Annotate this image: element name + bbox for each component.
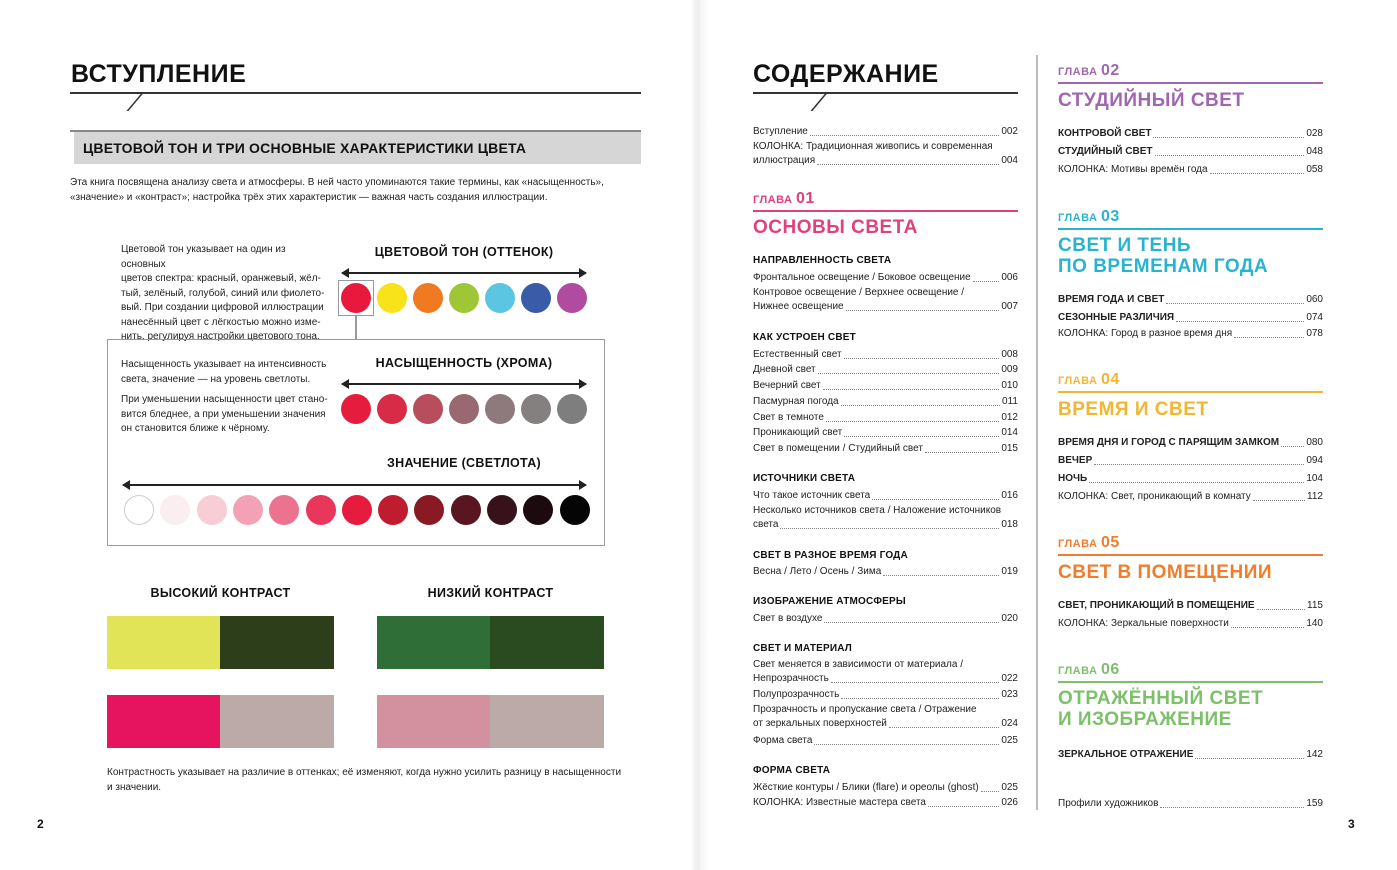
toc-entry-page: 094 [1306,455,1323,466]
toc-section-heading: СВЕТ И МАТЕРИАЛ [753,643,853,654]
text-line: он становится ближе к чёрному. [121,423,270,434]
toc-entry-page: 140 [1306,618,1323,629]
toc-entry[interactable] [753,348,1018,362]
chapter-04-label [1058,371,1120,389]
toc-entry-line1: Прозрачность и пропускание света / Отражение [753,704,977,715]
chapter-word: ГЛАВА [1058,375,1102,387]
toc-entry-title: иллюстрация [753,155,816,166]
toc-section-heading: НАПРАВЛЕННОСТЬ СВЕТА [753,255,892,266]
toc-entry-page: 012 [1001,412,1018,423]
leader-dots [826,421,999,422]
hue-swatch [557,283,587,313]
saturation-swatch [341,394,371,424]
toc-entry-page: 009 [1001,364,1018,375]
toc-entry-page: 058 [1306,164,1323,175]
toc-entry-title: СВЕТ, ПРОНИКАЮЩИЙ В ПОМЕЩЕНИЕ [1058,600,1255,611]
toc-entry-page: 007 [1001,301,1018,312]
low-contrast-swatch-grey [490,695,604,748]
high-contrast-swatch-magenta [107,695,220,748]
toc-entry[interactable] [753,300,1018,314]
toc-entry[interactable] [1058,436,1323,450]
text-line: При уменьшении насыщенности цвет стано- [121,394,328,405]
toc-entry-title: Проникающий свет [753,427,843,438]
chapter-number: 06 [1101,661,1120,678]
toc-section-heading: ФОРМА СВЕТА [753,765,831,776]
toc-entry[interactable] [753,426,1018,440]
toc-section-heading: ИСТОЧНИКИ СВЕТА [753,473,856,484]
toc-entry-page: 023 [1001,689,1018,700]
toc-entry-profiles[interactable] [1058,797,1323,811]
toc-entry-page: 020 [1001,613,1018,624]
chapter-06-title [1058,688,1263,730]
section-header [70,130,641,164]
toc-entry-page: 028 [1306,128,1323,139]
toc-entry-line1: Контровое освещение / Верхнее освещение / [753,287,965,298]
leader-dots [1281,446,1304,447]
toc-entry-title: ВЕЧЕР [1058,455,1093,466]
chapter-title-line: СТУДИЙНЫЙ СВЕТ [1058,90,1245,111]
chapter-number: 01 [796,190,815,207]
saturation-swatch [449,394,479,424]
toc-entry-title: Форма света [753,735,813,746]
toc-entry-page: 015 [1001,443,1018,454]
text-line: вый. При создании цифровой иллюстрации [121,302,324,313]
chapter-03-rule [1058,228,1323,230]
toc-entry[interactable] [1058,490,1323,504]
toc-entry-title: ВРЕМЯ ДНЯ И ГОРОД С ПАРЯЩИМ ЗАМКОМ [1058,437,1280,448]
text-line: Цветовой тон указывает на один из основных [121,244,286,270]
leader-dots [872,499,999,500]
leader-dots [889,727,999,728]
text-line: тый, зелёный, голубой, синий или фиолето- [121,287,325,299]
chapter-02-label [1058,62,1120,80]
text-line: света, значение — на уровень светлоты. [121,373,311,385]
toc-entry[interactable] [753,125,1018,139]
toc-entry-title: КОЛОНКА: Город в разное время дня [1058,328,1233,339]
high-contrast-swatch-light [107,616,220,669]
value-swatch [269,495,299,525]
toc-entry-title: Вечерний свет [753,380,821,391]
toc-entry[interactable] [753,411,1018,425]
high-contrast-swatch-dark [220,616,334,669]
value-swatch [306,495,336,525]
toc-entry-page: 018 [1001,519,1018,530]
toc-entry-title: Фронтальное освещение / Боковое освещение [753,272,971,283]
toc-entry-page: 112 [1307,491,1323,502]
leader-dots [981,791,1000,792]
text-line: нанесённый цвет с лёгкостью можно изме- [121,316,321,328]
value-swatch [197,495,227,525]
leader-dots [823,389,1000,390]
text-line: вится бледнее, а при уменьшении значения [121,408,326,420]
chapter-number: 03 [1101,208,1120,225]
toc-entry[interactable] [753,395,1018,409]
toc-entry-page: 078 [1306,328,1323,339]
toc-entry-title: Дневной свет [753,364,816,375]
intro-line: «значение» и «контраст»; настройка трёх этих характеристик — важная часть создания иллюстрации. [70,191,548,203]
toc-entry-title: КОЛОНКА: Свет, проникающий в комнату [1058,491,1251,502]
toc-entry[interactable] [753,363,1018,377]
toc-entry[interactable] [1058,145,1323,159]
toc-entry-title: КОНТРОВОЙ СВЕТ [1058,128,1152,139]
toc-entry-title: НОЧЬ [1058,473,1088,484]
chapter-01-rule [753,210,1018,212]
toc-entry[interactable] [753,565,1018,579]
chapter-04-title [1058,399,1209,420]
leader-dots [846,310,1000,311]
chapter-05-label [1058,534,1120,552]
toc-entry[interactable] [1058,454,1323,468]
chapter-05-title [1058,562,1272,583]
value-swatch [487,495,517,525]
toc-title: СОДЕРЖАНИЕ [753,60,939,88]
toc-entry[interactable] [753,518,1018,532]
toc-entry[interactable] [753,672,1018,686]
leader-dots [1160,807,1304,808]
leader-dots [883,575,999,576]
leader-dots [1195,758,1304,759]
chapter-01-label [753,190,815,208]
toc-entry-page: 025 [1001,782,1018,793]
value-swatch [124,495,154,525]
low-contrast-label: НИЗКИЙ КОНТРАСТ [427,586,554,600]
leader-dots [844,436,999,437]
saturation-swatch [377,394,407,424]
saturation-description [121,358,331,437]
chapter-title-line: СВЕТ В ПОМЕЩЕНИИ [1058,562,1273,583]
toc-entry[interactable] [1058,599,1323,613]
toc-entry-page: 004 [1001,155,1018,166]
selected-hue-connector [355,316,357,340]
toc-entry-page: 115 [1307,600,1323,611]
toc-entry[interactable] [1058,163,1323,177]
chapter-02-rule [1058,82,1323,84]
intro-paragraph [70,176,650,205]
toc-entry-title: Пасмурная погода [753,396,839,407]
title-rule [70,92,641,94]
value-label: ЗНАЧЕНИЕ (СВЕТЛОТА) [387,456,541,470]
toc-entry-title: СТУДИЙНЫЙ СВЕТ [1058,146,1153,157]
toc-entry[interactable] [1058,127,1323,141]
toc-entry-title: Свет в воздухе [753,613,823,624]
chapter-title-line: ПО ВРЕМЕНАМ ГОДА [1058,256,1269,277]
toc-entry-title: света [753,519,779,530]
book-gutter [690,0,708,870]
hue-swatch [341,283,371,313]
toc-entry[interactable] [1058,748,1323,762]
toc-entry-title: ЗЕРКАЛЬНОЕ ОТРАЖЕНИЕ [1058,749,1194,760]
toc-entry-page: 014 [1001,427,1018,438]
text-line: Контрастность указывает на различие в оттенках; её изменяют, когда нужно усилить разницу в насыщенности [107,767,622,778]
toc-entry[interactable] [1058,472,1323,486]
chapter-number: 02 [1101,62,1120,79]
toc-entry-title: ВРЕМЯ ГОДА И СВЕТ [1058,294,1165,305]
leader-dots [831,682,1000,683]
value-swatch [560,495,590,525]
toc-entry-page: 159 [1306,798,1323,809]
toc-entry-line1: Несколько источников света / Наложение источников [753,505,1002,516]
chapter-03-title [1058,235,1268,277]
toc-entry-page: 010 [1001,380,1018,391]
toc-entry-title: Весна / Лето / Осень / Зима [753,566,882,577]
hue-label: ЦВЕТОВОЙ ТОН (ОТТЕНОК) [374,245,554,259]
value-swatch [233,495,263,525]
column-divider [1036,55,1038,810]
contrast-caption [107,766,627,795]
leader-dots [1089,482,1304,483]
toc-entry-title: Свет в помещении / Студийный свет [753,443,923,454]
high-contrast-label: ВЫСОКИЙ КОНТРАСТ [150,586,291,600]
toc-entry-title: КОЛОНКА: Мотивы времён года [1058,164,1208,175]
low-contrast-swatch-green [377,616,490,669]
toc-entry-page: 048 [1306,146,1323,157]
toc-entry-title: КОЛОНКА: Зеркальные поверхности [1058,618,1229,629]
toc-entry-title: Нижнее освещение [753,301,844,312]
value-arrow [123,484,586,486]
saturation-swatch [485,394,515,424]
toc-entry-page: 024 [1001,718,1018,729]
toc-entry-title: Свет в темноте [753,412,824,423]
leader-dots [1153,137,1304,138]
saturation-swatch [413,394,443,424]
chapter-06-label [1058,661,1120,679]
toc-entry-page: 006 [1001,272,1018,283]
leader-dots [814,744,999,745]
toc-entry-page: 080 [1306,437,1323,448]
hue-swatch [377,283,407,313]
toc-section-heading: КАК УСТРОЕН СВЕТ [753,332,856,343]
toc-section-heading: ИЗОБРАЖЕНИЕ АТМОСФЕРЫ [753,596,906,607]
toc-entry[interactable] [753,442,1018,456]
value-swatch [342,495,372,525]
leader-dots [810,135,999,136]
toc-section-heading: СВЕТ В РАЗНОЕ ВРЕМЯ ГОДА [753,550,908,561]
toc-entry[interactable] [1058,327,1323,341]
chapter-word: ГЛАВА [1058,538,1102,550]
chapter-word: ГЛАВА [1058,212,1102,224]
leader-dots [841,405,1000,406]
toc-entry-title: от зеркальных поверхностей [753,718,887,729]
chapter-01-title: ОСНОВЫ СВЕТА [753,217,918,238]
saturation-swatch [521,394,551,424]
toc-entry-line1: КОЛОНКА: Традиционная живопись и современная [753,141,993,152]
toc-entry-page: 025 [1001,735,1018,746]
toc-entry[interactable] [753,379,1018,393]
low-contrast-swatch-darkgreen [490,616,604,669]
toc-entry[interactable] [1058,311,1323,325]
chapter-number: 05 [1101,534,1120,551]
section-title: ЦВЕТОВОЙ ТОН И ТРИ ОСНОВНЫЕ ХАРАКТЕРИСТИКИ ЦВЕТА [83,140,527,156]
leader-dots [824,622,999,623]
value-swatch [451,495,481,525]
leader-dots [1210,173,1305,174]
toc-entry-page: 142 [1306,749,1323,760]
hue-swatch [449,283,479,313]
toc-entry-page: 074 [1306,312,1323,323]
chapter-04-rule [1058,391,1323,393]
toc-entry[interactable] [753,154,1018,168]
hue-swatch [413,283,443,313]
leader-dots [1166,303,1304,304]
leader-dots [1234,337,1304,338]
page-title: ВСТУПЛЕНИЕ [71,60,247,88]
chapter-title-line: СВЕТ И ТЕНЬ [1058,235,1192,256]
text-line: Насыщенность указывает на интенсивность [121,359,327,370]
toc-entry-page: 002 [1001,126,1018,137]
toc-entry-page: 011 [1002,396,1018,407]
toc-entry-title: Вступление [753,126,808,137]
intro-line: Эта книга посвящена анализу света и атмосферы. В ней часто упоминаются такие термины, как «насыщенность», [70,177,604,188]
leader-dots [1094,464,1304,465]
toc-entry-title: Профили художников [1058,798,1159,809]
toc-entry-line1: Свет меняется в зависимости от материала / [753,659,963,670]
text-line: нить, регулируя настройки цветового тона. [121,331,320,342]
hue-arrow [342,272,586,274]
title-rule-slash [126,93,143,111]
chapter-05-rule [1058,554,1323,556]
chapter-title-line: ОТРАЖЁННЫЙ СВЕТ [1058,688,1264,709]
leader-dots [817,164,999,165]
page-number-right: 3 [1348,817,1355,831]
toc-entry-page: 016 [1001,490,1018,501]
toc-entry-title: Что такое источник света [753,490,871,501]
toc-entry-page: 060 [1306,294,1323,305]
text-line: цветов спектра: красный, оранжевый, жёл- [121,273,321,284]
chapter-title-line: И ИЗОБРАЖЕНИЕ [1058,709,1232,730]
leader-dots [1176,321,1304,322]
toc-entry[interactable] [753,271,1018,285]
toc-entry[interactable] [753,781,1018,795]
toc-entry-title: Непрозрачность [753,673,829,684]
hue-swatch [485,283,515,313]
saturation-swatch [557,394,587,424]
leader-dots [925,452,999,453]
toc-entry-page: 022 [1001,673,1018,684]
leader-dots [1257,609,1305,610]
page-number-left: 2 [37,817,44,831]
high-contrast-swatch-grey [220,695,334,748]
saturation-label: НАСЫЩЕННОСТЬ (ХРОМА) [375,356,553,370]
chapter-02-title [1058,90,1245,111]
leader-dots [1155,155,1305,156]
hue-swatch [521,283,551,313]
toc-title-rule [753,92,1018,94]
chapter-word: ГЛАВА [753,194,797,206]
toc-entry[interactable] [753,796,1018,810]
toc-entry[interactable] [753,612,1018,626]
toc-entry[interactable] [753,734,1018,748]
toc-entry[interactable] [753,688,1018,702]
toc-entry-page: 026 [1001,797,1018,808]
toc-entry-page: 019 [1001,566,1018,577]
value-swatch [378,495,408,525]
leader-dots [780,528,999,529]
leader-dots [841,698,999,699]
chapter-title-line: ВРЕМЯ И СВЕТ [1058,399,1209,420]
toc-entry-title: Полупрозрачность [753,689,840,700]
chapter-03-label [1058,208,1120,226]
text-line: и значении. [107,781,162,793]
chapter-word: ГЛАВА [1058,66,1102,78]
leader-dots [818,373,1000,374]
toc-entry-title: Жёсткие контуры / Блики (flare) и ореолы (ghost) [753,782,979,793]
toc-entry[interactable] [1058,293,1323,307]
leader-dots [1231,627,1304,628]
low-contrast-swatch-pink [377,695,490,748]
toc-title-rule-slash [810,93,827,111]
chapter-number: 04 [1101,371,1120,388]
leader-dots [973,281,1000,282]
leader-dots [928,806,999,807]
toc-entry-title: СЕЗОННЫЕ РАЗЛИЧИЯ [1058,312,1175,323]
toc-entry-page: 008 [1001,349,1018,360]
toc-entry-title: Естественный свет [753,349,842,360]
hue-description [121,243,331,345]
chapter-word: ГЛАВА [1058,665,1102,677]
toc-entry[interactable] [753,489,1018,503]
toc-entry-page: 104 [1306,473,1323,484]
toc-entry-title: КОЛОНКА: Известные мастера света [753,797,926,808]
toc-entry[interactable] [1058,617,1323,631]
leader-dots [844,358,1000,359]
leader-dots [1253,500,1305,501]
toc-entry[interactable] [753,717,1018,731]
chapter-06-rule [1058,681,1323,683]
saturation-arrow [342,383,586,385]
